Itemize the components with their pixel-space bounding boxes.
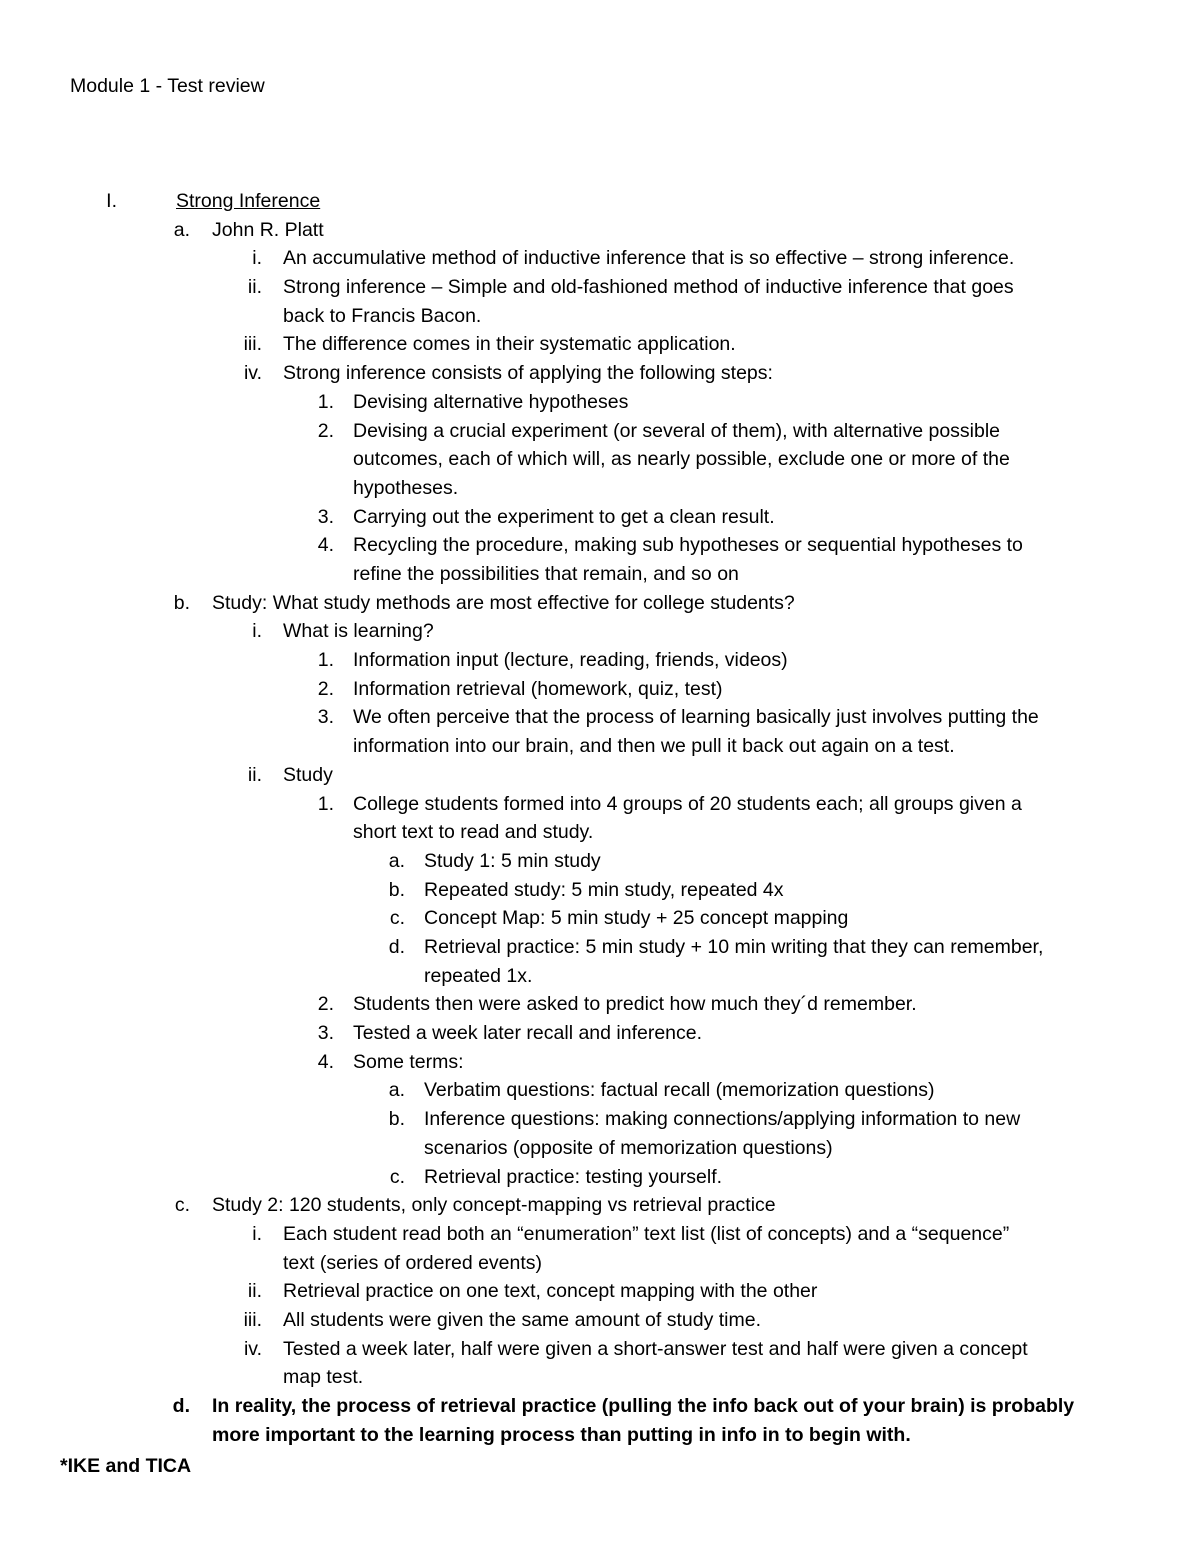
outline-text-line: Concept Map: 5 min study + 25 concept mapping — [424, 907, 849, 930]
outline-item — [0, 761, 1200, 790]
outline-marker: d. — [388, 935, 405, 958]
outline-item — [0, 216, 1200, 245]
outline-marker: c. — [389, 907, 405, 930]
outline-marker: i. — [252, 247, 262, 270]
outline-text-line: Recycling the procedure, making sub hypotheses or sequential hypotheses to — [353, 534, 1023, 557]
outline-item — [0, 1335, 1200, 1392]
outline-text-line: We often perceive that the process of learning basically just involves putting the — [353, 706, 1039, 729]
outline-text-line: Verbatim questions: factual recall (memorization questions) — [424, 1079, 935, 1102]
outline-marker: a. — [173, 218, 190, 241]
outline-item — [0, 589, 1200, 618]
outline-text-line: Retrieval practice: testing yourself. — [424, 1165, 723, 1188]
outline-marker: 1. — [317, 792, 334, 815]
outline-marker: c. — [174, 1194, 190, 1217]
outline-text-line: All students were given the same amount of study time. — [283, 1308, 761, 1331]
outline-marker: 2. — [317, 993, 334, 1016]
outline-marker: 4. — [317, 534, 334, 557]
outline-item — [0, 847, 1200, 876]
outline-text-line: John R. Platt — [212, 218, 324, 241]
outline-marker: 3. — [317, 706, 334, 729]
outline-item — [0, 675, 1200, 704]
outline-text-line: College students formed into 4 groups of 20 students each; all groups given a — [353, 792, 1022, 815]
outline-text-line: repeated 1x. — [424, 964, 533, 987]
outline-text-line: Tested a week later, half were given a short-answer test and half were given a concept — [283, 1337, 1028, 1360]
outline-item — [0, 703, 1200, 760]
outline-text-line: back to Francis Bacon. — [283, 304, 482, 327]
outline-text-line: information into our brain, and then we pull it back out again on a test. — [353, 735, 955, 758]
outline-text-line: Strong inference – Simple and old-fashioned method of inductive inference that goes — [283, 276, 1014, 299]
outline-item — [0, 187, 1200, 216]
outline-item — [0, 1392, 1200, 1449]
outline-text-line: short text to read and study. — [353, 821, 594, 844]
outline-item — [0, 503, 1200, 532]
outline-item — [0, 359, 1200, 388]
outline-marker: 2. — [317, 677, 334, 700]
outline-text-line: Study: What study methods are most effective for college students? — [212, 591, 795, 614]
outline-text-line: The difference comes in their systematic application. — [283, 333, 736, 356]
outline-marker: b. — [173, 591, 190, 614]
outline-item — [0, 933, 1200, 990]
outline-text-line: Some terms: — [353, 1050, 464, 1073]
outline-text-line: Information retrieval (homework, quiz, test) — [353, 677, 723, 700]
outline-text-line: In reality, the process of retrieval practice (pulling the info back out of your brain) is probably — [212, 1395, 1075, 1418]
outline-text-line: more important to the learning process than putting in info in to begin with. — [212, 1423, 911, 1446]
outline-item — [0, 1220, 1200, 1277]
outline-item — [0, 904, 1200, 933]
outline-item — [0, 646, 1200, 675]
outline-marker: 2. — [317, 419, 334, 442]
outline-item — [0, 244, 1200, 273]
outline-text-line: What is learning? — [283, 620, 434, 643]
outline-marker: ii. — [247, 276, 262, 299]
outline-marker: ii. — [247, 1280, 262, 1303]
outline-marker: iii. — [243, 1308, 262, 1331]
outline-text-line: scenarios (opposite of memorization questions) — [424, 1136, 833, 1159]
outline-item — [0, 417, 1200, 503]
outline-marker: i. — [252, 620, 262, 643]
outline-marker: b. — [388, 878, 405, 901]
outline-marker: a. — [388, 849, 405, 872]
outline-text-line: Study — [283, 763, 333, 786]
outline-marker: iv. — [243, 1337, 262, 1360]
document-title: Module 1 - Test review — [70, 75, 265, 97]
outline-item — [0, 1163, 1200, 1192]
outline-item — [0, 330, 1200, 359]
outline-text-line: Carrying out the experiment to get a clean result. — [353, 505, 775, 528]
outline-marker: 1. — [317, 390, 334, 413]
outline-text-line: hypotheses. — [353, 476, 459, 499]
outline-item — [0, 1048, 1200, 1077]
outline-text-line: Devising alternative hypotheses — [353, 390, 629, 413]
outline-item — [0, 990, 1200, 1019]
outline-item — [0, 790, 1200, 847]
outline-marker: 1. — [317, 649, 334, 672]
outline-text-line: Devising a crucial experiment (or several of them), with alternative possible — [353, 419, 1001, 442]
outline-marker: 3. — [317, 505, 334, 528]
outline-marker: 4. — [317, 1050, 334, 1073]
outline-text-line: Study 2: 120 students, only concept-mapping vs retrieval practice — [212, 1194, 776, 1217]
outline-text-line: outcomes, each of which will, as nearly possible, exclude one or more of the — [353, 448, 1010, 471]
outline-text-line: map test. — [283, 1366, 364, 1389]
outline-marker: i. — [252, 1222, 262, 1245]
outline-text-line: Strong Inference — [176, 190, 321, 212]
outline-text-line: Repeated study: 5 min study, repeated 4x — [424, 878, 784, 901]
outline-item — [0, 388, 1200, 417]
outline-marker: iv. — [243, 362, 262, 385]
outline-item — [0, 1191, 1200, 1220]
outline-text-line: refine the possibilities that remain, and so on — [353, 562, 739, 585]
outline-text-line: Tested a week later recall and inference. — [353, 1022, 703, 1045]
outline-text-line: An accumulative method of inductive inference that is so effective – strong inference. — [283, 247, 1015, 270]
outline — [0, 187, 1200, 1449]
outline-item — [0, 617, 1200, 646]
outline-text-line: Strong inference consists of applying the following steps: — [283, 362, 773, 385]
outline-marker: d. — [172, 1395, 190, 1418]
outline-marker: 3. — [317, 1022, 334, 1045]
outline-item — [0, 1277, 1200, 1306]
outline-text-line: Retrieval practice on one text, concept mapping with the other — [283, 1280, 818, 1303]
outline-item — [0, 1019, 1200, 1048]
footnote: *IKE and TICA — [60, 1455, 192, 1477]
outline-item — [0, 1105, 1200, 1162]
outline-marker: c. — [389, 1165, 405, 1188]
outline-item — [0, 876, 1200, 905]
outline-marker: b. — [388, 1108, 405, 1131]
outline-marker: I. — [106, 190, 117, 212]
outline-text-line: text (series of ordered events) — [283, 1251, 543, 1274]
outline-item — [0, 1076, 1200, 1105]
outline-marker: ii. — [247, 763, 262, 786]
outline-marker: iii. — [243, 333, 262, 356]
outline-text-line: Inference questions: making connections/applying information to new — [424, 1108, 1021, 1131]
outline-text-line: Students then were asked to predict how much they´d remember. — [353, 993, 917, 1016]
outline-marker: a. — [388, 1079, 405, 1102]
outline-item — [0, 1306, 1200, 1335]
outline-text-line: Study 1: 5 min study — [424, 849, 601, 872]
outline-text-line: Each student read both an “enumeration” text list (list of concepts) and a “sequence” — [283, 1222, 1010, 1245]
outline-item — [0, 273, 1200, 330]
outline-text-line: Information input (lecture, reading, friends, videos) — [353, 649, 788, 672]
outline-item — [0, 531, 1200, 588]
outline-text-line: Retrieval practice: 5 min study + 10 min writing that they can remember, — [424, 935, 1044, 958]
